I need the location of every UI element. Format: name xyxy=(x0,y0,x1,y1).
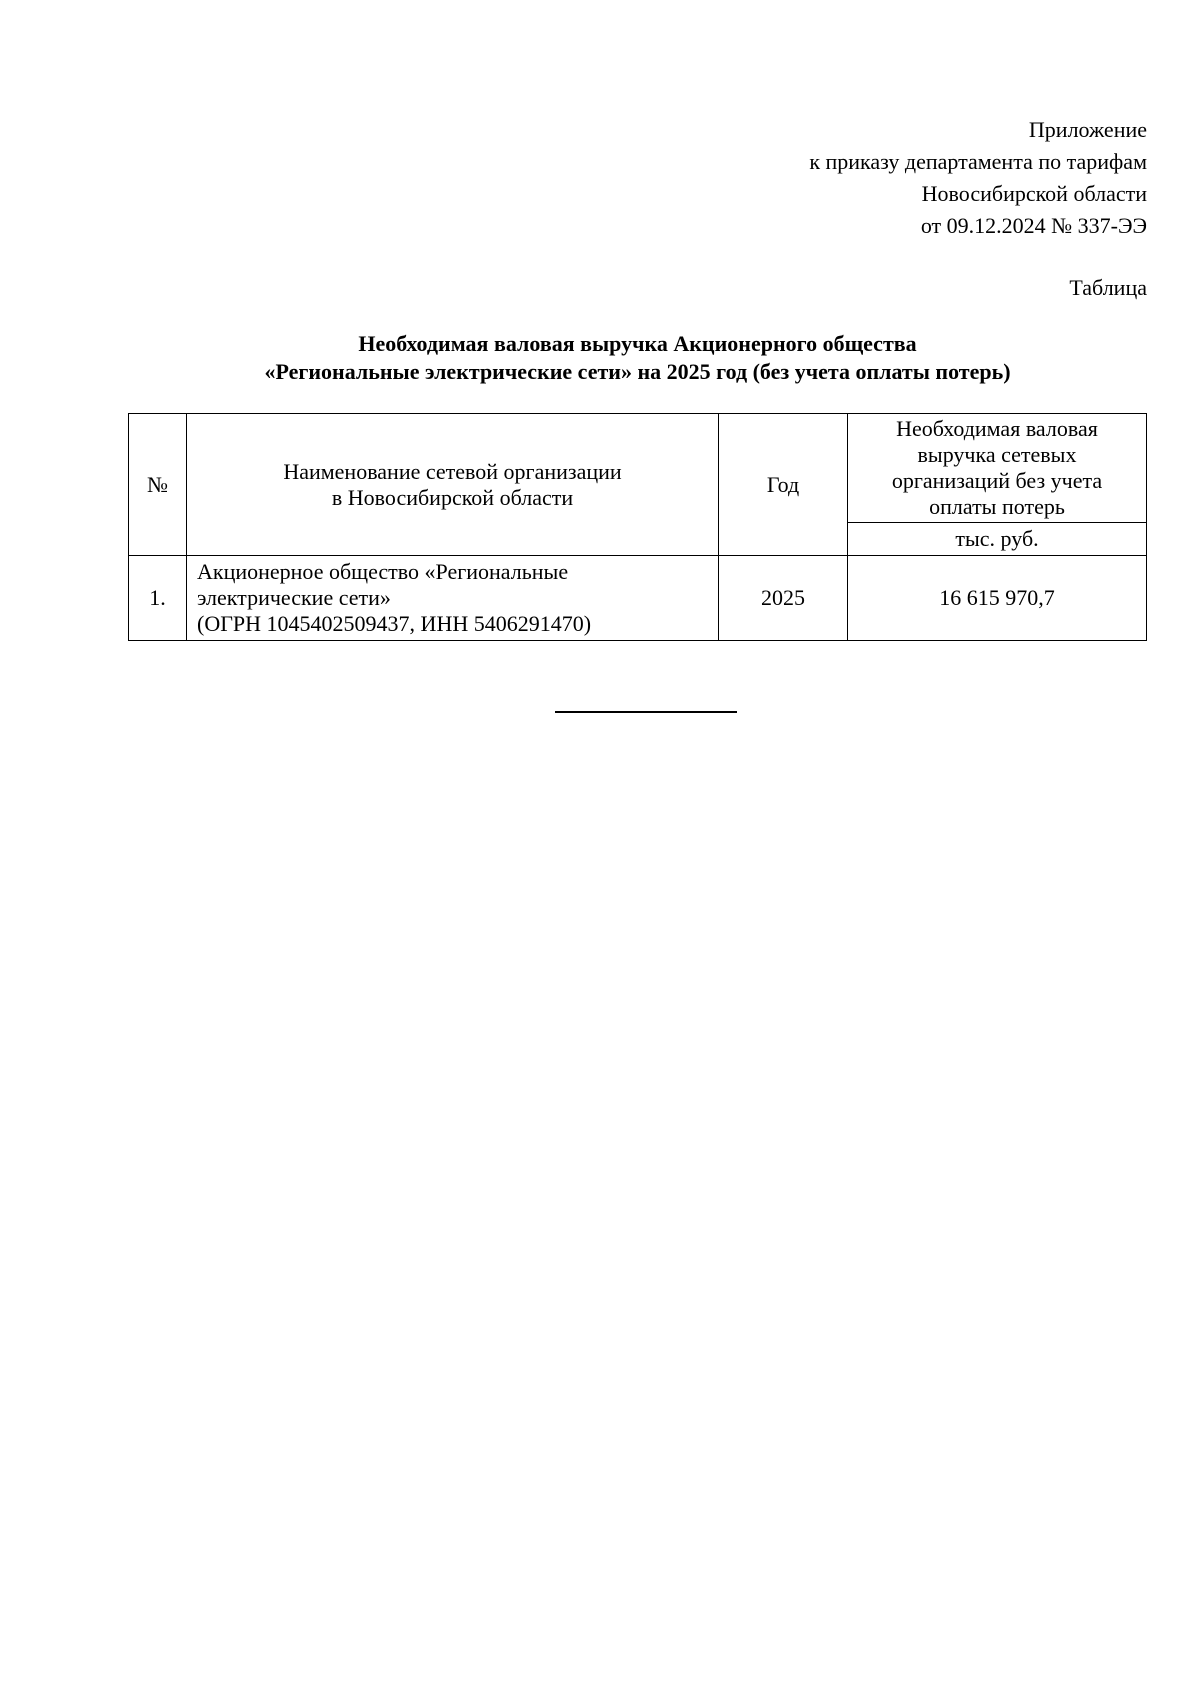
region-name: Новосибирской области xyxy=(921,181,1147,206)
table-label: Таблица xyxy=(1069,275,1147,300)
header-value xyxy=(848,414,1147,523)
header-value-line-3: организаций без учета xyxy=(891,468,1103,493)
row-year: 2025 xyxy=(719,556,848,641)
title-line-1: Необходимая валовая выручка Акционерного общества xyxy=(358,331,917,356)
table-header-row xyxy=(129,414,1147,523)
title-line-2: «Региональные электрические сети» на 2025 год (без учета оплаты потерь) xyxy=(264,359,1011,384)
order-reference: к приказу департамента по тарифам xyxy=(809,149,1147,174)
end-separator-line xyxy=(555,711,737,713)
appendix-label: Приложение xyxy=(1028,117,1147,142)
row-name-line-1: Акционерное общество «Региональные xyxy=(197,559,569,584)
row-name-line-2: электрические сети» xyxy=(197,585,391,610)
revenue-table xyxy=(128,413,1147,641)
header-value-line-2: выручка сетевых xyxy=(917,442,1077,467)
row-organization-name xyxy=(187,556,719,641)
header-name xyxy=(187,414,719,556)
order-date-number: от 09.12.2024 № 337-ЭЭ xyxy=(920,213,1147,238)
row-num: 1. xyxy=(129,556,187,641)
appendix-header xyxy=(809,114,1147,242)
header-year: Год xyxy=(719,414,848,556)
header-name-line-1: Наименование сетевой организации xyxy=(283,458,622,484)
header-name-line-2: в Новосибирской области xyxy=(331,484,574,510)
header-unit: тыс. руб. xyxy=(848,523,1147,556)
header-num: № xyxy=(129,414,187,556)
row-name-line-3: (ОГРН 1045402509437, ИНН 5406291470) xyxy=(197,611,592,636)
table-row xyxy=(129,556,1147,641)
document-title xyxy=(128,330,1147,386)
header-value-line-1: Необходимая валовая xyxy=(896,416,1098,441)
header-value-line-4: оплаты потерь xyxy=(929,494,1065,519)
row-value: 16 615 970,7 xyxy=(848,556,1147,641)
